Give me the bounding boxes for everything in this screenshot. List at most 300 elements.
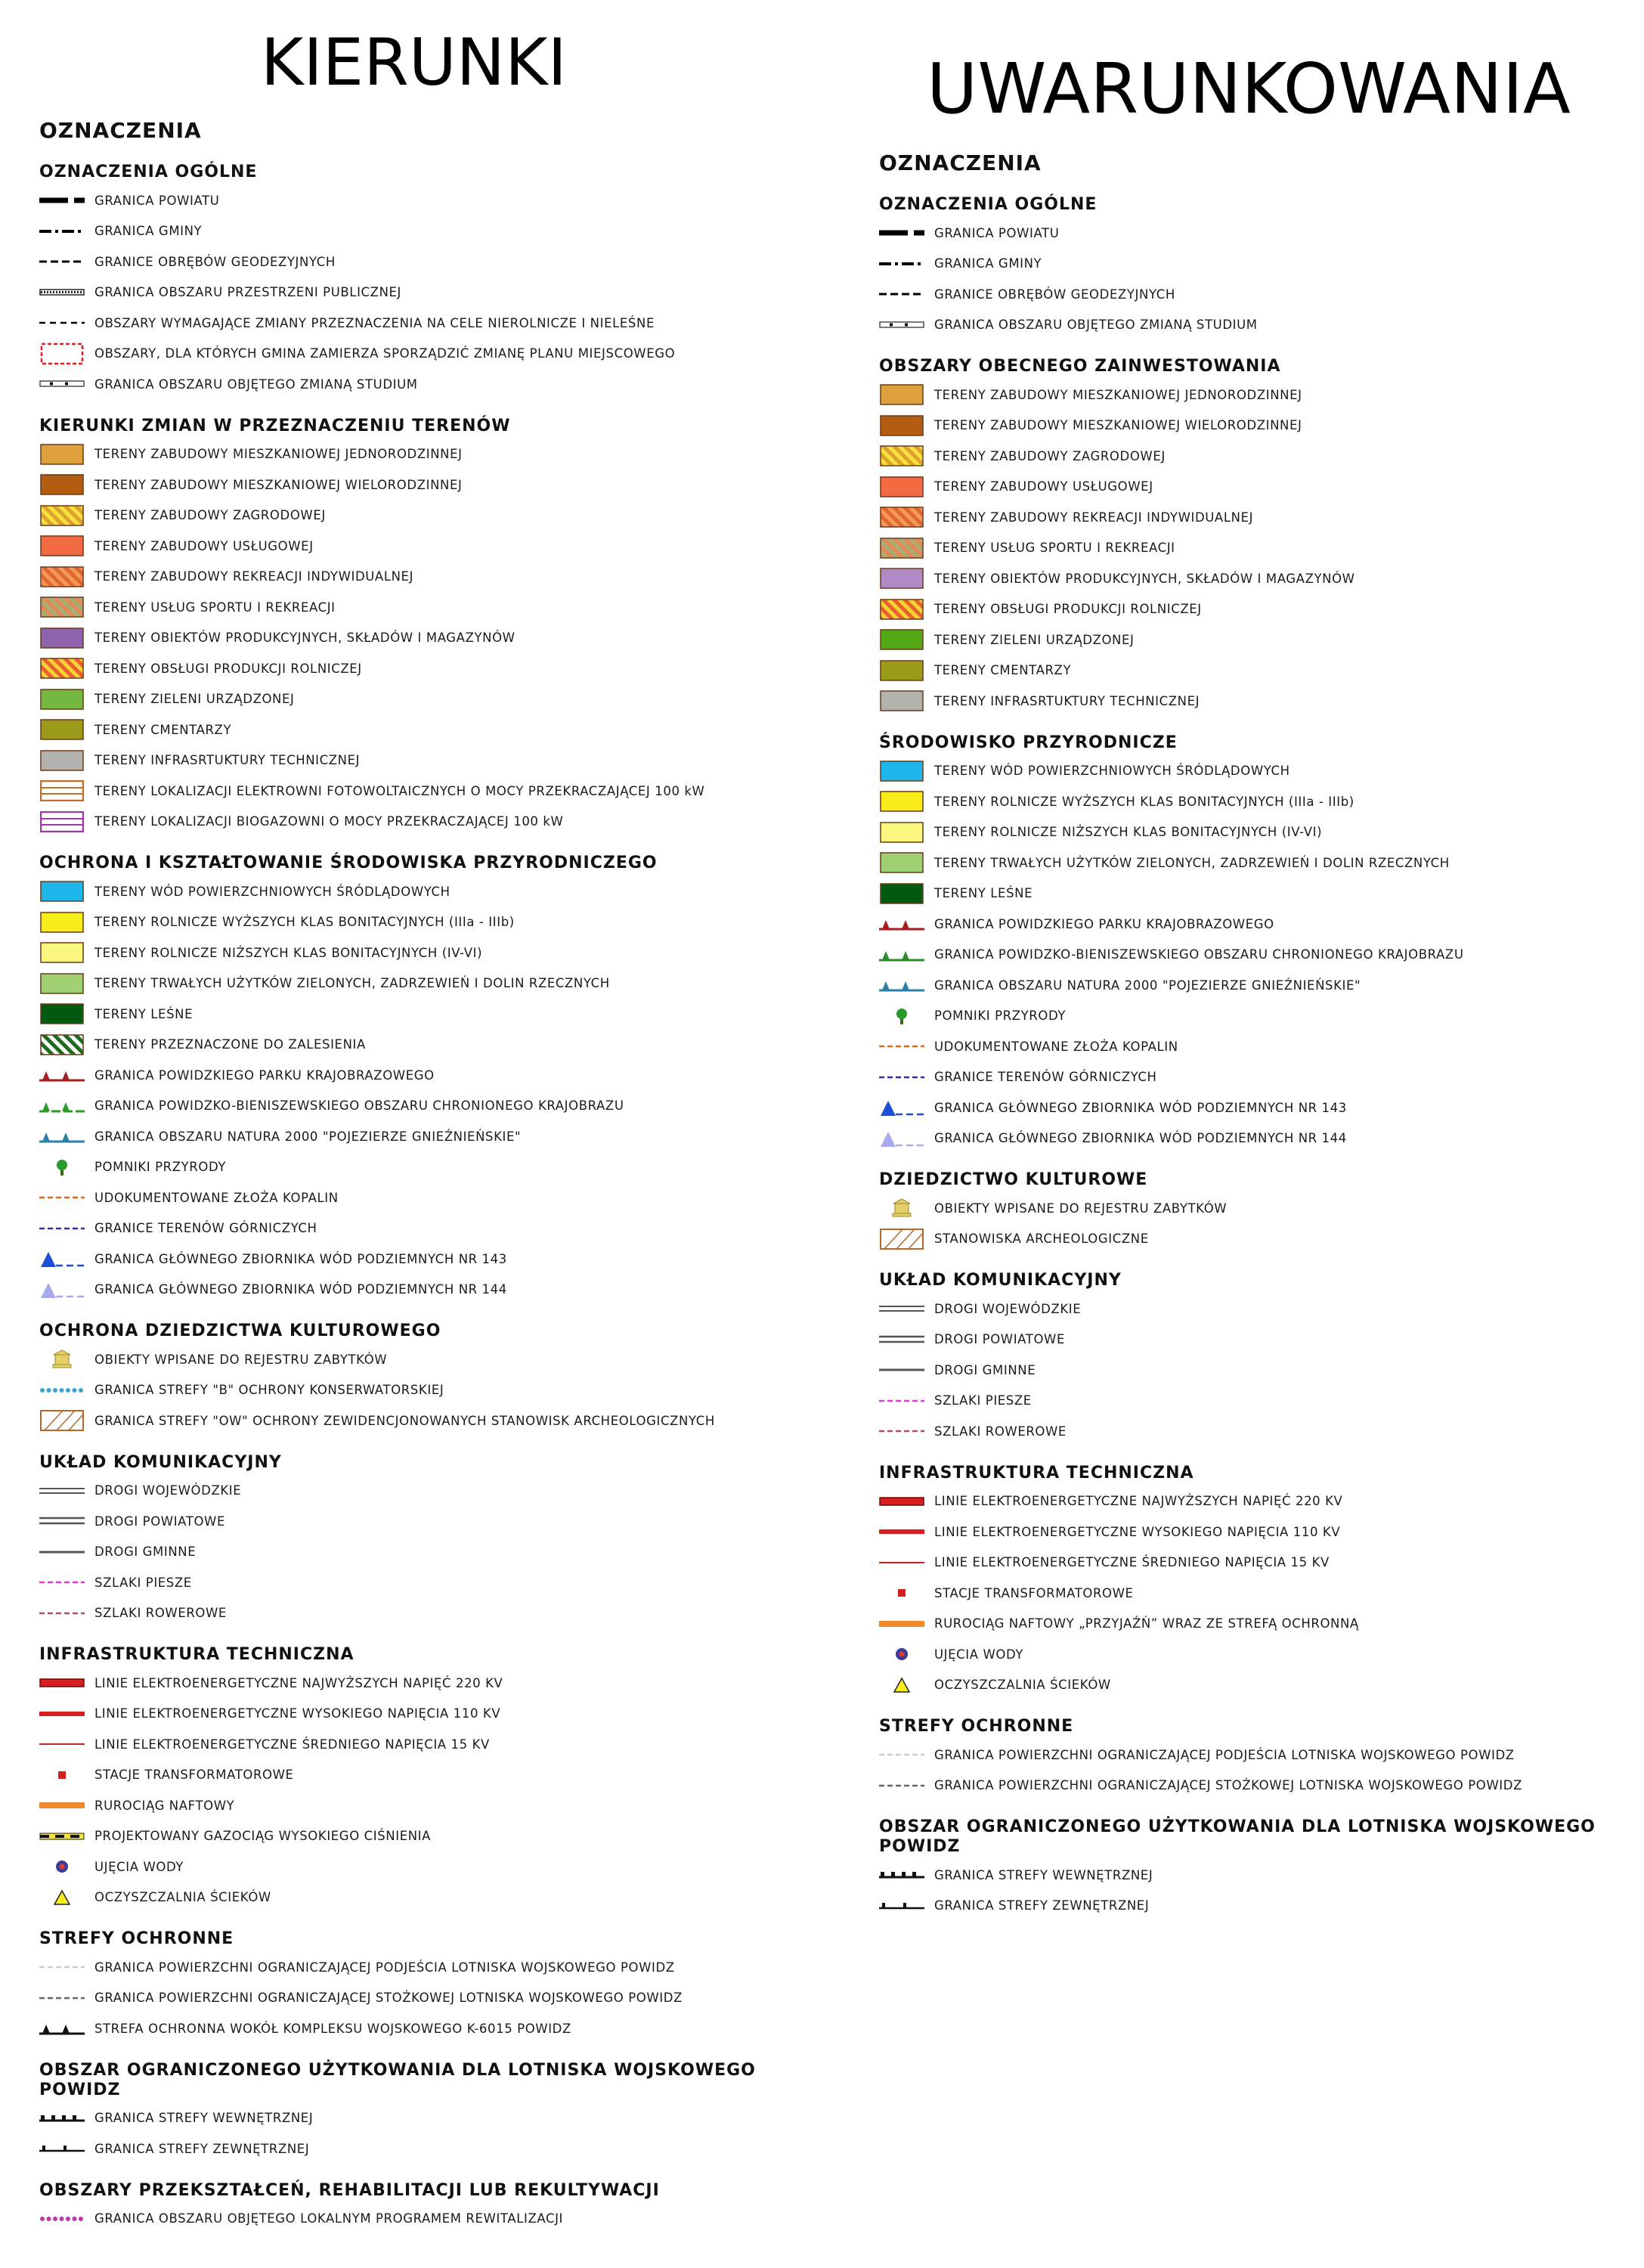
toothed-boundary-icon	[39, 1064, 85, 1086]
legend-item-label: DROGI GMINNE	[94, 1545, 197, 1560]
legend-item-label: RUROCIĄG NAFTOWY	[94, 1798, 235, 1813]
double-line-icon	[879, 1329, 924, 1350]
legend-section-infrastruktura-techniczna	[879, 1464, 1639, 1701]
legend-item-label: GRANICA POWIDZKIEGO PARKU KRAJOBRAZOWEGO	[94, 1067, 435, 1083]
color-swatch-icon	[879, 384, 924, 405]
legend-item-label: TERENY ROLNICZE WYŻSZYCH KLAS BONITACYJNYCH (IIIa - IIIb)	[94, 915, 515, 930]
legend-item-label: TERENY ZABUDOWY MIESZKANIOWEJ WIELORODZINNEJ	[94, 477, 463, 492]
legend-item-label: GRANICE OBRĘBÓW GEODEZYJNYCH	[934, 287, 1175, 302]
legend-item-label: GRANICA OBSZARU NATURA 2000 "POJEZIERZE GNIEŹNIEŃSKIE"	[94, 1129, 522, 1144]
hatched-swatch-icon	[879, 507, 924, 528]
legend-item-label: DROGI GMINNE	[934, 1362, 1036, 1377]
legend-section-obszary-przeksztalcen-rehabilitacji-lub-rekultyw	[39, 2181, 841, 2235]
hatched-swatch-icon	[39, 658, 85, 679]
hatched-swatch-icon	[39, 1034, 85, 1055]
legend-section-ochrona-dziedzictwa-kulturowego	[39, 1321, 841, 1436]
color-swatch-icon	[39, 535, 85, 556]
legend-item	[39, 1760, 841, 1791]
legend-section-dziedzictwo-kulturowe	[879, 1170, 1639, 1254]
legend-item	[39, 1790, 841, 1821]
title-uwarunkowania: UWARUNKOWANIA	[927, 48, 1571, 129]
legend-item	[39, 308, 841, 339]
solid-line-icon	[879, 1359, 924, 1380]
double-line-icon	[39, 1510, 85, 1532]
legend-item-label: TERENY INFRASRTUKTURY TECHNICZNEJ	[94, 753, 361, 768]
solid-line-icon	[879, 1521, 924, 1542]
legend-item-label: TERENY OBIEKTÓW PRODUKCYJNYCH, SKŁADÓW I MAGAZYNÓW	[94, 631, 515, 646]
toothed-boundary-icon	[39, 1126, 85, 1147]
legend-item	[879, 686, 1639, 717]
legend-item-label: GRANICE OBRĘBÓW GEODEZYJNYCH	[94, 254, 336, 269]
legend-item-label: UDOKUMENTOWANE ZŁOŻA KOPALIN	[934, 1039, 1178, 1054]
legend-item-label: TERENY ZIELENI URZĄDZONEJ	[94, 692, 295, 707]
legend-item-label: POMNIKI PRZYRODY	[94, 1160, 227, 1175]
legend-item-label: OBSZARY, DLA KTÓRYCH GMINA ZAMIERZA SPORZĄDZIĆ ZMIANĘ PLANU MIEJSCOWEGO	[94, 346, 676, 361]
legend-item-label: LINIE ELEKTROENERGETYCZNE ŚREDNIEGO NAPIĘCIA 15 KV	[934, 1555, 1330, 1570]
legend-item-label: TERENY ROLNICZE WYŻSZYCH KLAS BONITACYJNYCH (IIIa - IIIb)	[934, 794, 1355, 809]
legend-heading: OZNACZENIA	[39, 118, 202, 143]
hatched-swatch-icon	[879, 445, 924, 466]
power-line-bar-icon	[879, 1491, 924, 1512]
legend-item-label: TERENY WÓD POWIERZCHNIOWYCH ŚRÓDLĄDOWYCH	[94, 884, 450, 899]
color-swatch-icon	[39, 444, 85, 465]
dashed-line-icon	[879, 1036, 924, 1057]
color-swatch-icon	[39, 719, 85, 740]
legend-item	[879, 1294, 1639, 1325]
legend-section-uklad-komunikacyjny	[39, 1453, 841, 1629]
color-swatch-icon	[879, 883, 924, 904]
legend-item-label: GRANICA POWIERZCHNI OGRANICZAJĄCEJ STOŻKOWEJ LOTNISKA WOJSKOWEGO POWIDZ	[934, 1778, 1522, 1793]
legend-item-label: GRANICA GŁÓWNEGO ZBIORNIKA WÓD PODZIEMNYCH NR 144	[94, 1282, 507, 1297]
color-swatch-icon	[39, 1003, 85, 1024]
dashed-line-icon	[39, 1218, 85, 1239]
color-swatch-icon	[39, 750, 85, 771]
dotted-line-icon	[39, 2208, 85, 2229]
dashed-line-icon	[879, 1775, 924, 1796]
legend-item-label: OBIEKTY WPISANE DO REJESTRU ZABYTKÓW	[934, 1201, 1228, 1216]
toothed-boundary-icon	[879, 974, 924, 996]
legend-section-obszar-ograniczonego-uzytkowania-dla-lotniska-wo	[39, 2061, 841, 2164]
color-swatch-icon	[879, 629, 924, 650]
legend-item-label: STREFA OCHRONNA WOKÓŁ KOMPLEKSU WOJSKOWEGO K-6015 POWIDZ	[94, 2021, 571, 2036]
color-swatch-icon	[39, 689, 85, 710]
legend-item-label: TERENY OBSŁUGI PRODUKCJI ROLNICZEJ	[94, 661, 362, 676]
legend-item	[39, 1121, 841, 1152]
solid-line-icon	[879, 1552, 924, 1573]
legend-item	[39, 714, 841, 745]
inner-zone-boundary-icon	[879, 1864, 924, 1885]
red-dashed-frame-icon	[39, 343, 85, 364]
legend-item-label: GRANICA POWIDZKO-BIENISZEWSKIEGO OBSZARU CHRONIONEGO KRAJOBRAZU	[94, 1098, 624, 1114]
legend-item-label: GRANICA POWIERZCHNI OGRANICZAJĄCEJ PODJEŚCIA LOTNISKA WOJSKOWEGO POWIDZ	[94, 1960, 675, 1975]
section-title: INFRASTRUKTURA TECHNICZNA	[39, 1645, 354, 1664]
toothed-boundary-icon	[879, 913, 924, 934]
section-title: STREFY OCHRONNE	[879, 1717, 1074, 1736]
legend-item	[39, 1060, 841, 1091]
hatched-swatch-icon	[39, 566, 85, 587]
color-swatch-icon	[879, 791, 924, 812]
legend-column-uwarunkowania	[879, 152, 1639, 1938]
legend-item	[39, 369, 841, 400]
legend-item	[39, 2133, 841, 2164]
legend-item-label: TERENY ZABUDOWY REKREACJI INDYWIDUALNEJ	[94, 569, 414, 584]
dashed-line-icon	[39, 312, 85, 333]
color-swatch-icon	[39, 627, 85, 649]
legend-item	[39, 653, 841, 684]
legend-item-label: TERENY INFRASRTUKTURY TECHNICZNEJ	[934, 693, 1200, 708]
legend-section-srodowisko-przyrodnicze	[879, 733, 1639, 1154]
inner-zone-boundary-icon	[39, 2108, 85, 2129]
legend-item-label: OBIEKTY WPISANE DO REJESTRU ZABYTKÓW	[94, 1352, 388, 1367]
legend-item-label: GRANICA STREFY WEWNĘTRZNEJ	[94, 2111, 314, 2126]
color-swatch-icon	[879, 415, 924, 436]
hatched-swatch-icon	[879, 538, 924, 559]
legend-item	[39, 937, 841, 968]
legend-item-label: TERENY ZIELENI URZĄDZONEJ	[934, 632, 1135, 647]
solid-line-icon	[39, 1734, 85, 1755]
section-title: UKŁAD KOMUNIKACYJNY	[39, 1452, 282, 1472]
legend-item-label: PROJEKTOWANY GAZOCIĄG WYSOKIEGO CIŚNIENIA	[94, 1829, 432, 1844]
legend-item	[39, 1506, 841, 1537]
legend-item	[879, 1123, 1639, 1154]
double-line-icon	[39, 1480, 85, 1501]
county-boundary-icon	[39, 190, 85, 211]
legend-item	[879, 1001, 1639, 1032]
legend-item	[879, 940, 1639, 971]
legend-item-label: LINIE ELEKTROENERGETYCZNE WYSOKIEGO NAPIĘCIA 110 KV	[94, 1706, 501, 1721]
legend-item-label: DROGI POWIATOWE	[934, 1332, 1065, 1347]
legend-item	[879, 756, 1639, 787]
dashed-line-icon	[879, 1421, 924, 1442]
dashed-line-icon	[879, 1067, 924, 1088]
legend-item-label: LINIE ELEKTROENERGETYCZNE NAJWYŻSZYCH NAPIĘĆ 220 KV	[94, 1675, 503, 1690]
section-title: INFRASTRUKTURA TECHNICZNA	[879, 1463, 1194, 1483]
legend-item-label: TERENY CMENTARZY	[934, 663, 1072, 678]
legend-item	[879, 1517, 1639, 1548]
legend-item	[39, 968, 841, 999]
striped-swatch-icon	[39, 811, 85, 832]
legend-item	[879, 786, 1639, 817]
legend-item	[39, 907, 841, 938]
water-intake-icon	[39, 1856, 85, 1877]
legend-section-obszary-obecnego-zainwestowania	[879, 357, 1639, 717]
legend-section-oznaczenia-ogolne	[879, 195, 1639, 340]
legend-item	[879, 380, 1639, 411]
color-swatch-icon	[879, 761, 924, 782]
legend-section-oznaczenia-ogolne	[39, 163, 841, 400]
legend-item	[39, 1244, 841, 1275]
legend-item	[39, 1375, 841, 1406]
legend-item-label: GRANICA OBSZARU PRZESTRZENI PUBLICZNEJ	[94, 285, 402, 300]
legend-item	[39, 1152, 841, 1183]
color-swatch-icon	[39, 973, 85, 994]
legend-item-label: OCZYSZCZALNIA ŚCIEKÓW	[934, 1678, 1111, 1693]
power-line-bar-icon	[39, 1672, 85, 1693]
legend-item-label: TERENY ZABUDOWY MIESZKANIOWEJ JEDNORODZINNEJ	[94, 447, 463, 462]
legend-item-label: TERENY USŁUG SPORTU I REKREACJI	[934, 541, 1175, 556]
section-title: DZIEDZICTWO KULTUROWE	[879, 1170, 1148, 1189]
section-title: OCHRONA DZIEDZICTWA KULTUROWEGO	[39, 1321, 441, 1340]
legend-item-label: TERENY ROLNICZE NIŻSZYCH KLAS BONITACYJNYCH (IV-VI)	[934, 825, 1323, 840]
legend-item	[879, 624, 1639, 655]
legend-item	[879, 1224, 1639, 1255]
outer-zone-boundary-icon	[39, 2138, 85, 2159]
triangle-dashed-line-icon	[39, 1248, 85, 1269]
legend-item	[879, 655, 1639, 686]
hatched-swatch-icon	[879, 599, 924, 620]
legend-item-label: TERENY OBSŁUGI PRODUKCJI ROLNICZEJ	[934, 602, 1202, 617]
tree-icon	[879, 1005, 924, 1027]
legend-item-label: GRANICA POWIATU	[94, 193, 220, 208]
legend-section-uklad-komunikacyjny	[879, 1271, 1639, 1447]
legend-item	[879, 847, 1639, 878]
legend-item	[879, 249, 1639, 280]
legend-item	[879, 1639, 1639, 1670]
monument-icon	[39, 1349, 85, 1370]
color-swatch-icon	[879, 476, 924, 497]
legend-item	[879, 1355, 1639, 1386]
dotted-line-icon	[39, 1380, 85, 1401]
commune-boundary-icon	[39, 221, 85, 242]
legend-item-label: GRANICA GMINY	[934, 256, 1042, 271]
legend-item-label: OBSZARY WYMAGAJĄCE ZMIANY PRZEZNACZENIA NA CELE NIEROLNICZE I NIELEŚNE	[94, 315, 655, 330]
legend-item	[39, 2204, 841, 2235]
legend-item	[879, 1325, 1639, 1356]
legend-item-label: POMNIKI PRZYRODY	[934, 1009, 1067, 1024]
legend-item-label: TERENY PRZEZNACZONE DO ZALESIENIA	[94, 1037, 366, 1052]
section-title: ŚRODOWISKO PRZYRODNICZE	[879, 733, 1178, 752]
legend-item	[39, 1405, 841, 1436]
legend-item	[39, 1983, 841, 2014]
legend-item	[39, 1567, 841, 1598]
legend-item-label: LINIE ELEKTROENERGETYCZNE NAJWYŻSZYCH NAPIĘĆ 220 KV	[934, 1494, 1343, 1509]
legend-item-label: SZLAKI PIESZE	[94, 1575, 192, 1590]
legend-item-label: TERENY ZABUDOWY ZAGRODOWEJ	[934, 448, 1166, 463]
section-title: OBSZARY OBECNEGO ZAINWESTOWANIA	[879, 357, 1281, 376]
gas-pipeline-icon	[39, 1826, 85, 1847]
legend-item	[879, 411, 1639, 442]
toothed-boundary-icon	[879, 944, 924, 965]
legend-item	[39, 1598, 841, 1629]
legend-item	[879, 441, 1639, 472]
legend-item	[879, 310, 1639, 341]
dashed-line-icon	[39, 1572, 85, 1593]
color-swatch-icon	[879, 660, 924, 681]
public-space-boundary-icon	[39, 282, 85, 303]
legend-item-label: GRANICA STREFY "B" OCHRONY KONSERWATORSKIEJ	[94, 1383, 444, 1398]
legend-item	[879, 970, 1639, 1001]
legend-item-label: TERENY TRWAŁYCH UŻYTKÓW ZIELONYCH, ZADRZEWIEŃ I DOLIN RZECZNYCH	[934, 855, 1450, 870]
legend-item-label: UJĘCIA WODY	[94, 1859, 184, 1874]
legend-item	[39, 1344, 841, 1375]
legend-item	[879, 1860, 1639, 1891]
triangle-dashed-line-icon	[39, 1279, 85, 1300]
legend-item-label: TERENY ZABUDOWY ZAGRODOWEJ	[94, 508, 326, 523]
legend-item-label: TERENY USŁUG SPORTU I REKREACJI	[94, 600, 336, 615]
title-kierunki: KIERUNKI	[261, 25, 567, 101]
color-swatch-icon	[879, 690, 924, 711]
monument-icon	[879, 1198, 924, 1219]
legend-item	[39, 807, 841, 838]
commune-boundary-icon	[879, 253, 924, 274]
legend-item-label: UDOKUMENTOWANE ZŁOŻA KOPALIN	[94, 1190, 339, 1205]
legend-item-label: GRANICA POWIDZKO-BIENISZEWSKIEGO OBSZARU CHRONIONEGO KRAJOBRAZU	[934, 947, 1464, 962]
legend-item	[879, 1609, 1639, 1640]
legend-item-label: GRANICA GŁÓWNEGO ZBIORNIKA WÓD PODZIEMNYCH NR 143	[934, 1100, 1347, 1115]
legend-item-label: GRANICA GMINY	[94, 224, 203, 239]
legend-item-label: GRANICA OBSZARU NATURA 2000 "POJEZIERZE GNIEŹNIEŃSKIE"	[934, 978, 1361, 993]
legend-item	[39, 1182, 841, 1213]
color-swatch-icon	[39, 881, 85, 902]
archaeology-hatch-icon	[39, 1410, 85, 1431]
legend-item-label: RUROCIĄG NAFTOWY „PRZYJAŹŃ” WRAZ ZE STREFĄ OCHRONNĄ	[934, 1616, 1359, 1631]
color-swatch-icon	[879, 822, 924, 843]
color-swatch-icon	[879, 852, 924, 873]
solid-line-icon	[39, 1541, 85, 1563]
legend-item-label: UJĘCIA WODY	[934, 1647, 1024, 1662]
legend-item-label: TERENY WÓD POWIERZCHNIOWYCH ŚRÓDLĄDOWYCH	[934, 764, 1290, 779]
legend-item	[39, 1091, 841, 1122]
legend-item	[879, 909, 1639, 940]
legend-item	[39, 185, 841, 216]
triangle-dashed-line-icon	[879, 1128, 924, 1149]
legend-item-label: OCZYSZCZALNIA ŚCIEKÓW	[94, 1890, 271, 1905]
legend-section-kierunki-zmian-w-przeznaczeniu-terenow	[39, 417, 841, 838]
legend-item	[879, 563, 1639, 594]
legend-item	[879, 1891, 1639, 1922]
legend-item-label: TERENY ZABUDOWY USŁUGOWEJ	[94, 538, 314, 553]
transformer-station-icon	[879, 1582, 924, 1603]
section-title: OBSZARY PRZEKSZTAŁCEŃ, REHABILITACJI LUB REKULTYWACJI	[39, 2180, 660, 2200]
wastewater-plant-icon	[39, 1887, 85, 1908]
legend-item-label: STACJE TRANSFORMATOROWE	[94, 1768, 294, 1783]
legend-item	[39, 684, 841, 715]
legend-item-label: TERENY ZABUDOWY REKREACJI INDYWIDUALNEJ	[934, 510, 1254, 525]
legend-item	[879, 1031, 1639, 1062]
legend-item	[39, 1275, 841, 1306]
legend-item-label: TERENY ZABUDOWY MIESZKANIOWEJ JEDNORODZINNEJ	[934, 387, 1302, 402]
dashed-line-icon	[879, 1744, 924, 1765]
legend-item-label: GRANICA STREFY ZEWNĘTRZNEJ	[934, 1898, 1150, 1913]
legend-item	[39, 469, 841, 500]
legend-item-label: LINIE ELEKTROENERGETYCZNE WYSOKIEGO NAPIĘCIA 110 KV	[934, 1524, 1341, 1539]
legend-item	[879, 1771, 1639, 1802]
legend-item	[879, 218, 1639, 249]
double-line-icon	[879, 1298, 924, 1319]
legend-item-label: GRANICA POWIERZCHNI OGRANICZAJĄCEJ STOŻKOWEJ LOTNISKA WOJSKOWEGO POWIDZ	[94, 1991, 683, 2006]
legend-item	[39, 1851, 841, 1882]
hatched-swatch-icon	[39, 505, 85, 526]
legend-item	[39, 623, 841, 654]
legend-item	[39, 1537, 841, 1568]
legend-item-label: GRANICA POWIATU	[934, 225, 1060, 240]
legend-item-label: TERENY ZABUDOWY USŁUGOWEJ	[934, 479, 1153, 494]
legend-item	[879, 1740, 1639, 1771]
section-title: OZNACZENIA OGÓLNE	[39, 163, 258, 181]
legend-item	[39, 1476, 841, 1507]
solid-line-icon	[879, 1613, 924, 1634]
legend-item	[39, 246, 841, 277]
color-swatch-icon	[879, 568, 924, 589]
legend-item	[879, 1578, 1639, 1609]
legend-item-label: GRANICE TERENÓW GÓRNICZYCH	[934, 1070, 1157, 1085]
color-swatch-icon	[39, 474, 85, 495]
hatched-swatch-icon	[39, 596, 85, 618]
legend-item-label: GRANICA STREFY "OW" OCHRONY ZEWIDENCJONOWANYCH STANOWISK ARCHEOLOGICZNYCH	[94, 1413, 715, 1428]
legend-item	[879, 1548, 1639, 1579]
legend-item	[39, 2103, 841, 2134]
legend-item	[39, 1952, 841, 1983]
dashed-line-icon	[879, 1390, 924, 1411]
legend-column-kierunki	[39, 119, 841, 2251]
legend-item-label: GRANICA POWIDZKIEGO PARKU KRAJOBRAZOWEGO	[934, 916, 1274, 931]
legend-item	[39, 216, 841, 247]
study-boundary-icon	[879, 314, 924, 336]
legend-item	[39, 562, 841, 593]
legend-section-strefy-ochronne	[879, 1717, 1639, 1801]
legend-item	[39, 1729, 841, 1760]
county-boundary-icon	[879, 222, 924, 243]
legend-item	[879, 502, 1639, 533]
outer-zone-boundary-icon	[879, 1895, 924, 1916]
section-title: OCHRONA I KSZTAŁTOWANIE ŚRODOWISKA PRZYRODNICZEGO	[39, 854, 658, 872]
color-swatch-icon	[39, 912, 85, 933]
legend-item	[39, 2013, 841, 2044]
study-boundary-icon	[39, 373, 85, 395]
legend-item-label: TERENY LOKALIZACJI ELEKTROWNI FOTOWOLTAICZNYCH O MOCY PRZEKRACZAJĄCEJ 100 kW	[94, 783, 705, 798]
dashed-line-icon	[39, 1988, 85, 2009]
legend-item	[879, 1062, 1639, 1093]
legend-item-label: TERENY LOKALIZACJI BIOGAZOWNI O MOCY PRZEKRACZAJĄCEJ 100 kW	[94, 814, 564, 829]
legend-item	[879, 1193, 1639, 1224]
legend-item-label: GRANICA POWIERZCHNI OGRANICZAJĄCEJ PODJEŚCIA LOTNISKA WOJSKOWEGO POWIDZ	[934, 1747, 1515, 1762]
legend-item	[39, 1030, 841, 1061]
legend-item	[879, 279, 1639, 310]
legend-item-label: DROGI POWIATOWE	[94, 1514, 225, 1529]
legend-item	[39, 277, 841, 308]
legend-item-label: STANOWISKA ARCHEOLOGICZNE	[934, 1232, 1149, 1247]
legend-item	[879, 472, 1639, 503]
legend-item-label: TERENY CMENTARZY	[94, 722, 232, 737]
dashed-line-icon	[39, 1603, 85, 1624]
striped-swatch-icon	[39, 780, 85, 801]
archaeology-hatch-icon	[879, 1228, 924, 1250]
legend-item-label: SZLAKI PIESZE	[934, 1393, 1032, 1408]
legend-section-strefy-ochronne	[39, 1929, 841, 2044]
legend-item	[39, 439, 841, 470]
precinct-boundary-icon	[879, 284, 924, 305]
section-title: OBSZAR OGRANICZONEGO UŻYTKOWANIA DLA LOTNISKA WOJSKOWEGO POWIDZ	[39, 2060, 756, 2099]
section-title: KIERUNKI ZMIAN W PRZEZNACZENIU TERENÓW	[39, 416, 511, 435]
legend-item	[879, 533, 1639, 564]
legend-item-label: SZLAKI ROWEROWE	[934, 1424, 1067, 1439]
legend-item-label: GRANICA STREFY ZEWNĘTRZNEJ	[94, 2141, 310, 2156]
legend-item	[879, 1092, 1639, 1123]
legend-item-label: STACJE TRANSFORMATOROWE	[934, 1585, 1134, 1600]
wastewater-plant-icon	[879, 1675, 924, 1696]
legend-item	[879, 878, 1639, 909]
legend-item	[879, 1416, 1639, 1447]
legend-item	[879, 1386, 1639, 1417]
legend-item-label: TERENY LEŚNE	[94, 1006, 194, 1021]
legend-heading: OZNACZENIA	[879, 150, 1042, 175]
legend-item-label: TERENY OBIEKTÓW PRODUKCYJNYCH, SKŁADÓW I MAGAZYNÓW	[934, 571, 1355, 586]
legend-item-label: TERENY ZABUDOWY MIESZKANIOWEJ WIELORODZINNEJ	[934, 418, 1302, 433]
solid-line-icon	[39, 1703, 85, 1724]
legend-item-label: DROGI WOJEWÓDZKIE	[934, 1301, 1082, 1316]
color-swatch-icon	[39, 942, 85, 963]
section-title: OZNACZENIA OGÓLNE	[879, 195, 1098, 214]
